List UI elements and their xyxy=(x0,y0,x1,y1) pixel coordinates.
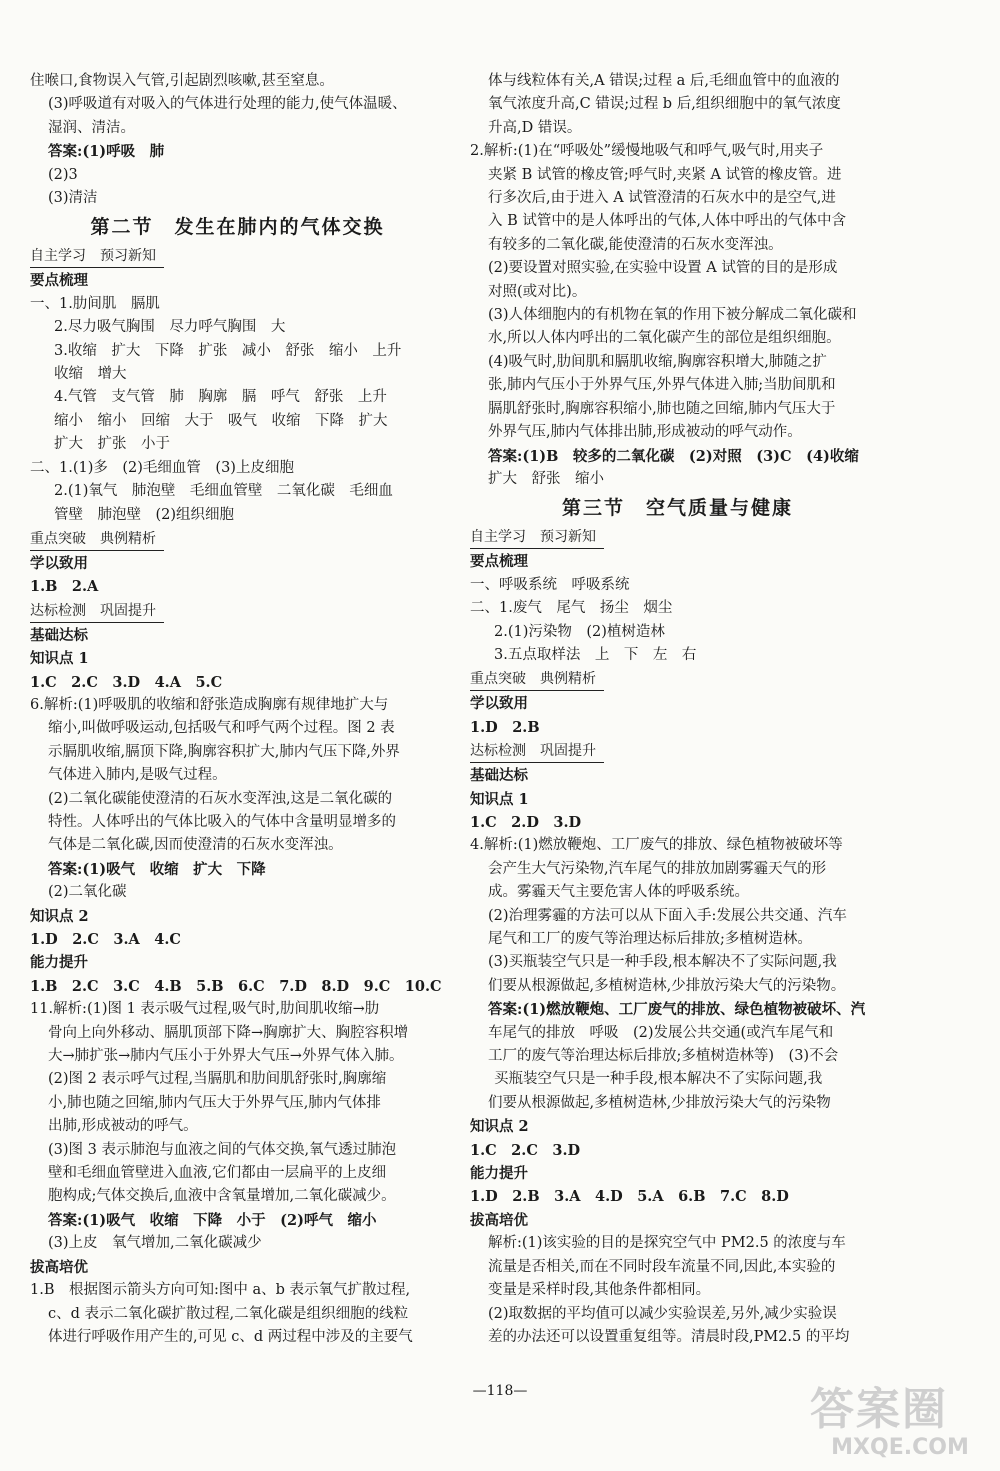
text-line: 成。雾霾天气主要危害人体的呼吸系统。 xyxy=(488,884,749,901)
text-line: 能力提升 xyxy=(30,954,88,972)
text-line: 管壁 肺泡壁 (2)组织细胞 xyxy=(54,506,235,523)
text-line: 升高,D 错误。 xyxy=(488,119,582,136)
text-line: 答案:(1)呼吸 肺 xyxy=(48,143,165,161)
section-band-row xyxy=(470,667,885,692)
text-line: 1.B 2.C 3.C 4.B 5.B 6.C 7.D 8.D 9.C 10.C xyxy=(30,977,442,995)
section-band-row xyxy=(470,525,885,550)
text-line: 膈肌舒张时,胸廓容积缩小,肺也随之回缩,肺内气压大于 xyxy=(488,400,836,417)
text-line: (3)人体细胞内的有机物在氧的作用下被分解成二氧化碳和 xyxy=(488,307,857,324)
text-line: (2)二氧化碳能使澄清的石灰水变浑浊,这是二氧化碳的 xyxy=(48,790,393,807)
text-line: 会产生大气污染物,汽车尾气的排放加剧雾霾天气的形 xyxy=(488,860,827,877)
right-column xyxy=(470,70,885,1349)
text-line: 能力提升 xyxy=(470,1165,528,1183)
section-band-row xyxy=(30,599,445,624)
watermark-main: 答案圈 xyxy=(810,1384,948,1435)
text-line: 1.B 根据图示箭头方向可知:图中 a、b 表示氧气扩散过程, xyxy=(30,1282,411,1299)
text-line: 扩大 扩张 小于 xyxy=(54,436,170,453)
text-line: (2)二氧化碳 xyxy=(48,884,127,901)
text-line: 行多次后,由于进入 A 试管澄清的石灰水中的是空气,进 xyxy=(488,190,836,207)
text-line: 住喉口,食物误入气管,引起剧烈咳嗽,甚至窒息。 xyxy=(30,73,334,89)
text-line: 出肺,形成被动的呼气。 xyxy=(48,1118,198,1135)
text-line: 胞构成;气体交换后,血液中含氧量增加,二氧化碳减少。 xyxy=(48,1188,396,1205)
section-title: 第二节 发生在肺内的气体交换 xyxy=(90,216,385,239)
text-line: 车尾气的排放 呼吸 (2)发展公共交通(或汽车尾气和 xyxy=(488,1024,834,1041)
section-band: 自主学习 预习新知 xyxy=(30,246,164,268)
text-line: 变量是采样时段,其他条件都相同。 xyxy=(488,1282,711,1299)
text-line: (3)上皮 氧气增加,二氧化碳减少 xyxy=(48,1235,262,1252)
text-line: 对照(或对比)。 xyxy=(488,283,587,300)
text-line: 一、1.肋间肌 膈肌 xyxy=(30,295,160,312)
text-line: 1.D 2.B 3.A 4.D 5.A 6.B 7.C 8.D xyxy=(470,1188,789,1206)
text-line: 4.解析:(1)燃放鞭炮、工厂废气的排放、绿色植物被破坏等 xyxy=(470,837,843,854)
section-band: 自主学习 预习新知 xyxy=(470,527,604,549)
text-line: 有较多的二氧化碳,能使澄清的石灰水变浑浊。 xyxy=(488,236,783,253)
text-line: 一、呼吸系统 呼吸系统 xyxy=(470,576,630,593)
section-band-row xyxy=(30,244,445,269)
section-band-row xyxy=(30,527,445,552)
text-line: 尾气和工厂的废气等治理达标后排放;多植树造林。 xyxy=(488,931,812,947)
text-line: 张,肺内气压小于外界气压,外界气体进入肺;当肋间肌和 xyxy=(488,377,836,394)
section-band: 重点突破 典例精析 xyxy=(30,529,164,551)
text-line: 体进行呼吸作用产生的,可见 c、d 两过程中涉及的主要气 xyxy=(48,1328,413,1345)
section-band: 达标检测 巩固提升 xyxy=(470,741,604,763)
text-line: 知识点 2 xyxy=(30,907,89,925)
text-line: 们要从根源做起,多植树造林,少排放污染大气的污染物 xyxy=(488,1094,831,1111)
text-line: 2.(1)污染物 (2)植树造林 xyxy=(494,623,665,640)
page-number: —118— xyxy=(472,1383,528,1399)
left-column xyxy=(30,70,445,1349)
text-line: 解析:(1)该实验的目的是探究空气中 PM2.5 的浓度与车 xyxy=(488,1235,846,1252)
text-line: (2)图 2 表示呼气过程,当膈肌和肋间肌舒张时,胸廓缩 xyxy=(48,1071,387,1088)
text-line: 买瓶装空气只是一种手段,根本解决不了实际问题,我 xyxy=(494,1071,823,1088)
text-line: 1.B 2.A xyxy=(30,578,99,596)
text-line: 大→肺扩张→肺内气压小于外界大气压→外界气体入肺。 xyxy=(48,1048,404,1065)
text-line: 3.收缩 扩大 下降 扩张 减小 舒张 缩小 上升 xyxy=(54,342,402,359)
text-line: 扩大 舒张 缩小 xyxy=(488,470,604,487)
text-line: 11.解析:(1)图 1 表示吸气过程,吸气时,肋间肌收缩→肋 xyxy=(30,1001,380,1018)
text-line: 缩小 缩小 回缩 大于 吸气 收缩 下降 扩大 xyxy=(54,412,388,429)
watermark-logo xyxy=(810,1385,990,1465)
text-line: 6.解析:(1)呼吸肌的收缩和舒张造成胸廓有规律地扩大与 xyxy=(30,696,389,713)
text-line: 知识点 1 xyxy=(470,790,529,808)
text-line: 水,所以人体内呼出的二氧化碳产生的部位是组织细胞。 xyxy=(488,330,841,347)
section-title: 第三节 空气质量与健康 xyxy=(561,497,793,520)
text-line: c、d 表示二氧化碳扩散过程,二氧化碳是组织细胞的线粒 xyxy=(48,1305,409,1322)
text-line: 们要从根源做起,多植树造林,少排放污染大气的污染物。 xyxy=(488,977,846,994)
text-line: 1.D 2.B xyxy=(470,718,540,736)
text-line: 小,肺也随之回缩,肺内气压大于外界气压,肺内气体排 xyxy=(48,1094,381,1111)
text-line: 4.气管 支气管 肺 胸廓 膈 呼气 舒张 上升 xyxy=(54,389,387,406)
text-line: 示膈肌收缩,膈顶下降,胸廓容积扩大,肺内气压下降,外界 xyxy=(48,743,400,760)
text-line: 1.D 2.C 3.A 4.C xyxy=(30,931,181,948)
text-line: 答案:(1)燃放鞭炮、工厂废气的排放、绿色植物被破坏、汽 xyxy=(488,1001,866,1019)
watermark-sub: MXQE.COM xyxy=(831,1435,969,1460)
text-line: 答案:(1)B 较多的二氧化碳 (2)对照 (3)C (4)收缩 xyxy=(488,447,859,465)
text-line: 工厂的废气等治理达标后排放;多植树造林等) (3)不会 xyxy=(488,1048,839,1065)
text-line: (3)图 3 表示肺泡与血液之间的气体交换,氧气透过肺泡 xyxy=(48,1141,397,1158)
text-line: 特性。人体呼出的气体比吸入的气体中含量明显增多的 xyxy=(48,813,396,830)
section-band: 达标检测 巩固提升 xyxy=(30,601,164,623)
text-line: 学以致用 xyxy=(30,554,88,572)
text-line: (2)取数据的平均值可以减少实验误差,另外,减少实验误 xyxy=(488,1305,837,1322)
text-line: 湿润、清洁。 xyxy=(48,119,135,136)
text-line: 知识点 2 xyxy=(470,1118,529,1136)
text-line: 1.C 2.C 3.D xyxy=(470,1141,581,1159)
text-line: 答案:(1)吸气 收缩 扩大 下降 xyxy=(48,860,266,878)
text-line: (3)买瓶装空气只是一种手段,根本解决不了实际问题,我 xyxy=(488,954,837,971)
text-line: (3)清洁 xyxy=(48,190,98,207)
text-line: (3)呼吸道有对吸入的气体进行处理的能力,使气体温暖、 xyxy=(48,96,407,113)
text-line: (2)治理雾霾的方法可以从下面入手:发展公共交通、汽车 xyxy=(488,907,847,924)
text-line: 氧气浓度升高,C 错误;过程 b 后,组织细胞中的氧气浓度 xyxy=(488,96,841,113)
text-line: 基础达标 xyxy=(470,767,528,785)
text-line: 缩小,叫做呼吸运动,包括吸气和呼气两个过程。图 2 表 xyxy=(48,720,395,737)
text-line: 答案:(1)吸气 收缩 下降 小于 (2)呼气 缩小 xyxy=(48,1211,377,1229)
text-line: 2.尽力吸气胸围 尽力呼气胸围 大 xyxy=(54,319,286,336)
text-line: 2.解析:(1)在“呼吸处”缓慢地吸气和呼气,吸气时,用夹子 xyxy=(470,143,824,160)
text-line: 基础达标 xyxy=(30,626,88,644)
text-line: 差的办法还可以设置重复组等。清晨时段,PM2.5 的平均 xyxy=(488,1328,850,1345)
text-line: 要点梳理 xyxy=(30,272,88,290)
text-line: 学以致用 xyxy=(470,695,528,713)
text-line: 气体是二氧化碳,因而使澄清的石灰水变浑浊。 xyxy=(48,837,343,854)
text-line: 骨向上向外移动、膈肌顶部下降→胸廓扩大、胸腔容积增 xyxy=(48,1024,409,1041)
text-line: 3.五点取样法 上 下 左 右 xyxy=(494,646,697,663)
text-line: (2)3 xyxy=(48,166,78,183)
text-line: 知识点 1 xyxy=(30,650,89,668)
text-line: (2)要设置对照实验,在实验中设置 A 试管的目的是形成 xyxy=(488,260,838,277)
text-line: 壁和毛细血管壁进入血液,它们都由一层扁平的上皮细 xyxy=(48,1165,387,1182)
section-band: 重点突破 典例精析 xyxy=(470,669,604,691)
text-line: 夹紧 B 试管的橡皮管;呼气时,夹紧 A 试管的橡皮管。进 xyxy=(488,166,842,183)
text-line: 2.(1)氧气 肺泡壁 毛细血管壁 二氧化碳 毛细血 xyxy=(54,483,393,500)
text-line: 二、1.废气 尾气 扬尘 烟尘 xyxy=(470,600,673,617)
text-line: 入 B 试管中的是人体呼出的气体,人体中呼出的气体中含 xyxy=(488,213,846,230)
text-line: 要点梳理 xyxy=(470,553,528,571)
text-line: 1.C 2.C 3.D 4.A 5.C xyxy=(30,673,223,691)
text-line: 收缩 增大 xyxy=(54,366,127,383)
text-line: 拔高培优 xyxy=(30,1258,88,1276)
text-line: 二、1.(1)多 (2)毛细血管 (3)上皮细胞 xyxy=(30,459,294,476)
text-line: 气体进入肺内,是吸气过程。 xyxy=(48,767,227,784)
text-line: 1.C 2.D 3.D xyxy=(470,813,582,831)
text-line: 体与线粒体有关,A 错误;过程 a 后,毛细血管中的血液的 xyxy=(488,73,840,89)
text-line: (4)吸气时,肋间肌和膈肌收缩,胸廓容积增大,肺随之扩 xyxy=(488,353,827,370)
text-line: 拔高培优 xyxy=(470,1211,528,1229)
text-line: 外界气压,肺内气体排出肺,形成被动的呼气动作。 xyxy=(488,424,802,441)
section-band-row xyxy=(470,739,885,764)
text-line: 流量是否相关,而在不同时段车流量不同,因此,本实验的 xyxy=(488,1258,836,1275)
